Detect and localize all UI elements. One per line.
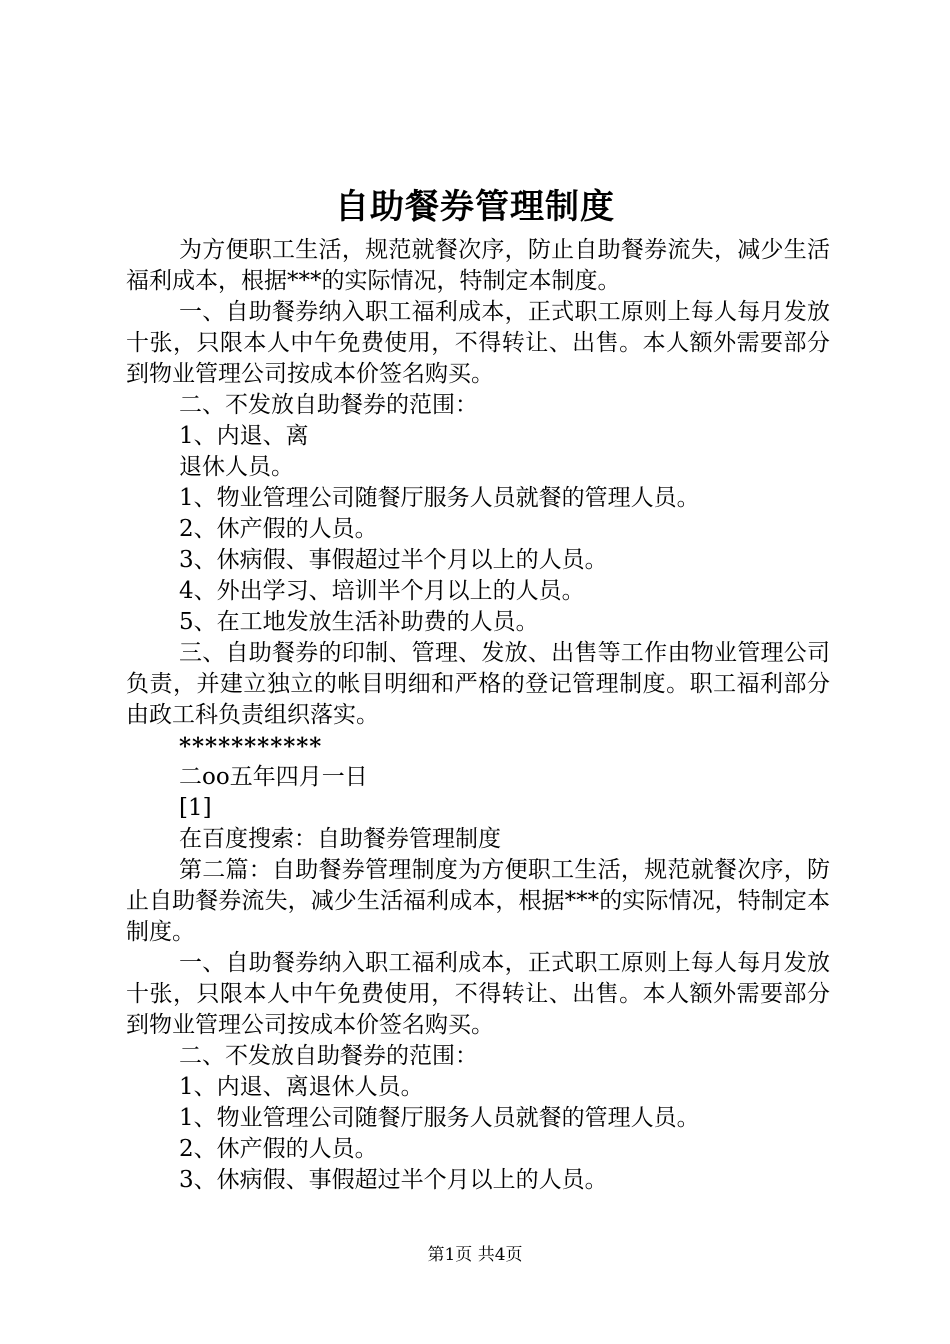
paragraph: 二、不发放自助餐券的范围：: [179, 1043, 478, 1069]
paragraph: 1、物业管理公司随餐厅服务人员就餐的管理人员。: [179, 485, 700, 511]
paragraph: 1、内退、离: [179, 423, 309, 449]
paragraph: 为方便职工生活，规范就餐次序，防止自助餐券流失，减少生活福利成本，根据***的实际情况，特制定本制度。: [126, 237, 830, 294]
paragraph: 第二篇：自助餐券管理制度为方便职工生活，规范就餐次序，防止自助餐券流失，减少生活福利成本，根据***的实际情况，特制定本制度。: [126, 857, 830, 945]
search-hint: 在百度搜索：自助餐券管理制度: [179, 826, 501, 852]
paragraph: 1、内退、离退休人员。: [179, 1074, 424, 1100]
paragraph: 2、休产假的人员。: [179, 516, 378, 542]
date-line: 二oo五年四月一日: [179, 764, 368, 790]
paragraph: 二、不发放自助餐券的范围：: [179, 392, 478, 418]
paragraph: 5、在工地发放生活补助费的人员。: [179, 609, 539, 635]
paragraph: 2、休产假的人员。: [179, 1136, 378, 1162]
paragraph: 3、休病假、事假超过半个月以上的人员。: [179, 547, 608, 573]
paragraph: 一、自助餐券纳入职工福利成本，正式职工原则上每人每月发放十张，只限本人中午免费使用，不得转让、出售。本人额外需要部分到物业管理公司按成本价签名购买。: [126, 950, 830, 1038]
separator-stars: ***********: [179, 733, 323, 760]
paragraph: 退休人员。: [179, 454, 294, 480]
paragraph: 1、物业管理公司随餐厅服务人员就餐的管理人员。: [179, 1105, 700, 1131]
paragraph: 一、自助餐券纳入职工福利成本，正式职工原则上每人每月发放十张，只限本人中午免费使用，不得转让、出售。本人额外需要部分到物业管理公司按成本价签名购买。: [126, 299, 830, 387]
paragraph: 三、自助餐券的印制、管理、发放、出售等工作由物业管理公司负责，并建立独立的帐目明细和严格的登记管理制度。职工福利部分由政工科负责组织落实。: [126, 640, 830, 728]
document-body: [126, 235, 830, 1196]
document-title: 自助餐券管理制度: [335, 187, 615, 227]
page-footer: 第1页 共4页: [427, 1245, 523, 1265]
paragraph: 3、休病假、事假超过半个月以上的人员。: [179, 1167, 608, 1193]
reference-marker: [1]: [179, 795, 212, 821]
paragraph: 4、外出学习、培训半个月以上的人员。: [179, 578, 585, 604]
